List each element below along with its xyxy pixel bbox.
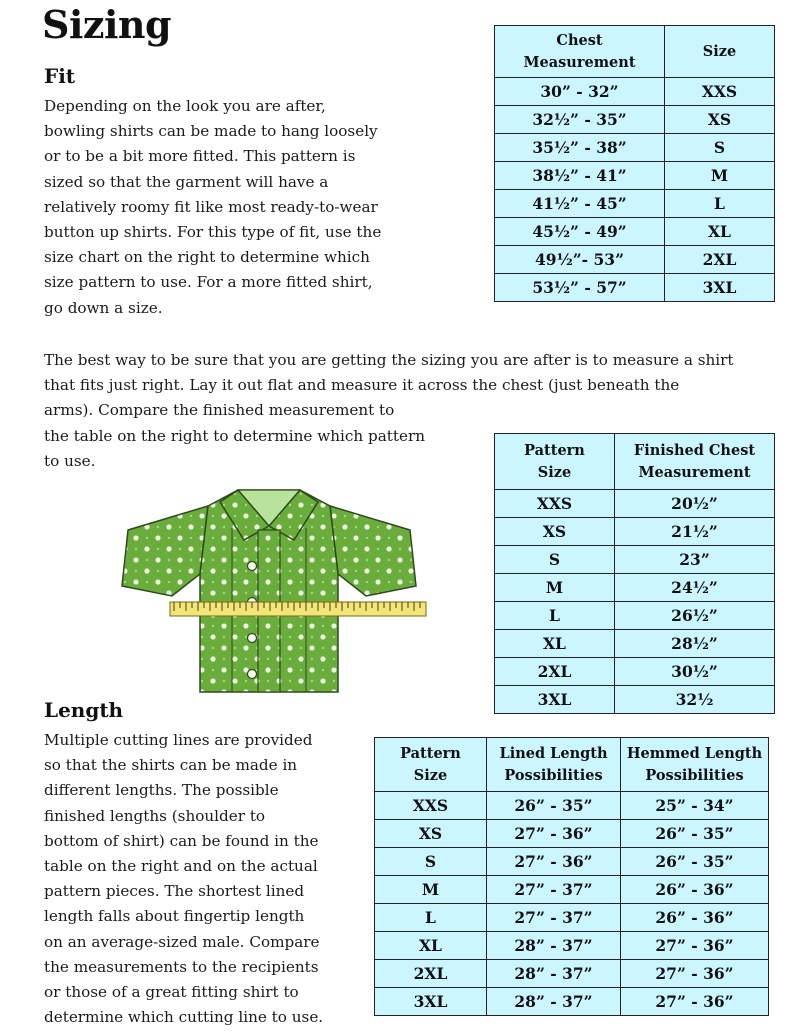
table-cell: XS [665,106,775,134]
table-cell: 27” - 37” [487,904,621,932]
table-cell: 49½”- 53” [495,246,665,274]
table-header: Chest Measurement [495,26,665,78]
shirt-illustration [120,478,432,696]
length-line: pattern pieces. The shortest lined [44,882,305,901]
table-cell: 3XL [495,686,615,714]
table-cell: 3XL [375,988,487,1016]
table-cell: 24½” [615,574,775,602]
length-line: finished lengths (shoulder to [44,806,266,825]
table-cell: 30” - 32” [495,78,665,106]
fit-line: bowling shirts can be made to hang loosely [44,122,378,141]
table-cell: 28½” [615,630,775,658]
length-table [374,737,769,1016]
table-cell: XXS [495,490,615,518]
table-cell: 38½” - 41” [495,162,665,190]
table-cell: 2XL [495,658,615,686]
table-cell: M [375,876,487,904]
table-row [375,988,769,1016]
length-line: or those of a great fitting shirt to [44,983,299,1002]
table-cell: S [665,134,775,162]
table-cell: XL [665,218,775,246]
table-row [495,602,775,630]
table-cell: XS [495,518,615,546]
table-row [495,218,775,246]
table-row [495,78,775,106]
fit-heading: Fit [44,64,76,88]
table-cell: 26” - 35” [487,792,621,820]
table-cell: 26” - 35” [621,820,769,848]
table-row [375,792,769,820]
measure-line: to use. [44,451,96,470]
table-row [495,246,775,274]
fit-line: sized so that the garment will have a [44,172,329,191]
table-header: Pattern Size [495,434,615,490]
fit-line: go down a size. [44,298,163,317]
table-row [495,274,775,302]
table-cell: L [375,904,487,932]
table-cell: XS [375,820,487,848]
fit-paragraph [44,94,381,321]
table-cell: 25” - 34” [621,792,769,820]
table-cell: 26½” [615,602,775,630]
table-row [495,518,775,546]
measure-line: the table on the right to determine which pattern [44,426,426,445]
table-cell: 32½ [615,686,775,714]
length-line: length falls about fingertip length [44,907,305,926]
page-title: Sizing [42,2,172,47]
table-cell: 23” [615,546,775,574]
length-line: different lengths. The possible [44,781,279,800]
length-heading: Length [44,698,124,722]
shirt-right-sleeve [330,506,416,596]
table-cell: XL [375,932,487,960]
length-paragraph [44,728,323,1030]
table-cell: 26” - 35” [621,848,769,876]
length-line: the measurements to the recipients [44,957,319,976]
table-cell: L [495,602,615,630]
table-cell: 2XL [375,960,487,988]
table-row [375,932,769,960]
length-line: table on the right and on the actual [44,857,318,876]
table-cell: M [495,574,615,602]
table-cell: 30½” [615,658,775,686]
table-header: Hemmed Length Possibilities [621,738,769,792]
chest-size-table [494,25,775,302]
table-row [375,904,769,932]
table-cell: 28” - 37” [487,960,621,988]
table-row [495,134,775,162]
table-cell: M [665,162,775,190]
table-cell: 27” - 36” [621,988,769,1016]
fit-line: or to be a bit more fitted. This pattern is [44,147,356,166]
measure-line: The best way to be sure that you are getting the sizing you are after is to measure a shirt [44,351,734,369]
finished-chest-table [494,433,775,714]
table-cell: 27” - 36” [621,932,769,960]
table-row [495,630,775,658]
table-header: Finished Chest Measurement [615,434,775,490]
table-cell: L [665,190,775,218]
length-line: on an average-sized male. Compare [44,932,320,951]
fit-line: relatively roomy fit like most ready-to-wear [44,197,378,216]
table-cell: 3XL [665,274,775,302]
table-cell: 41½” - 45” [495,190,665,218]
table-header: Pattern Size [375,738,487,792]
table-cell: 53½” - 57” [495,274,665,302]
table-row [375,960,769,988]
table-cell: XXS [375,792,487,820]
table-cell: 27” - 36” [621,960,769,988]
measure-line: that fits just right. Lay it out flat and measure it across the chest (just beneath the [44,376,680,395]
table-row [495,106,775,134]
table-row [495,190,775,218]
table-header: Lined Length Possibilities [487,738,621,792]
table-row [495,546,775,574]
fit-line: size pattern to use. For a more fitted shirt, [44,273,373,292]
table-row [375,820,769,848]
table-cell: 21½” [615,518,775,546]
table-cell: 2XL [665,246,775,274]
length-line: so that the shirts can be made in [44,756,298,775]
table-cell: XL [495,630,615,658]
measuring-tape [170,602,426,616]
table-cell: 20½” [615,490,775,518]
table-row [495,686,775,714]
table-cell: 28” - 37” [487,932,621,960]
shirt-left-sleeve [122,506,208,596]
table-row [495,658,775,686]
table-cell: 26” - 36” [621,876,769,904]
table-row [375,876,769,904]
table-row [495,490,775,518]
length-line: bottom of shirt) can be found in the [44,831,319,850]
table-cell: 27” - 36” [487,820,621,848]
table-cell: 27” - 37” [487,876,621,904]
table-cell: 27” - 36” [487,848,621,876]
table-cell: S [375,848,487,876]
table-cell: 26” - 36” [621,904,769,932]
length-line: Multiple cutting lines are provided [44,731,313,749]
fit-line: size chart on the right to determine which [44,248,370,267]
table-cell: S [495,546,615,574]
table-row [495,162,775,190]
fit-line: button up shirts. For this type of fit, use the [44,223,382,242]
table-cell: 32½” - 35” [495,106,665,134]
length-line: determine which cutting line to use. [44,1008,324,1027]
table-cell: XXS [665,78,775,106]
table-row [375,848,769,876]
measure-line: arms). Compare the finished measurement to [44,401,395,420]
fit-line: Depending on the look you are after, [44,97,326,115]
table-row [495,574,775,602]
table-cell: 28” - 37” [487,988,621,1016]
table-cell: 35½” - 38” [495,134,665,162]
table-header: Size [665,26,775,78]
table-cell: 45½” - 49” [495,218,665,246]
